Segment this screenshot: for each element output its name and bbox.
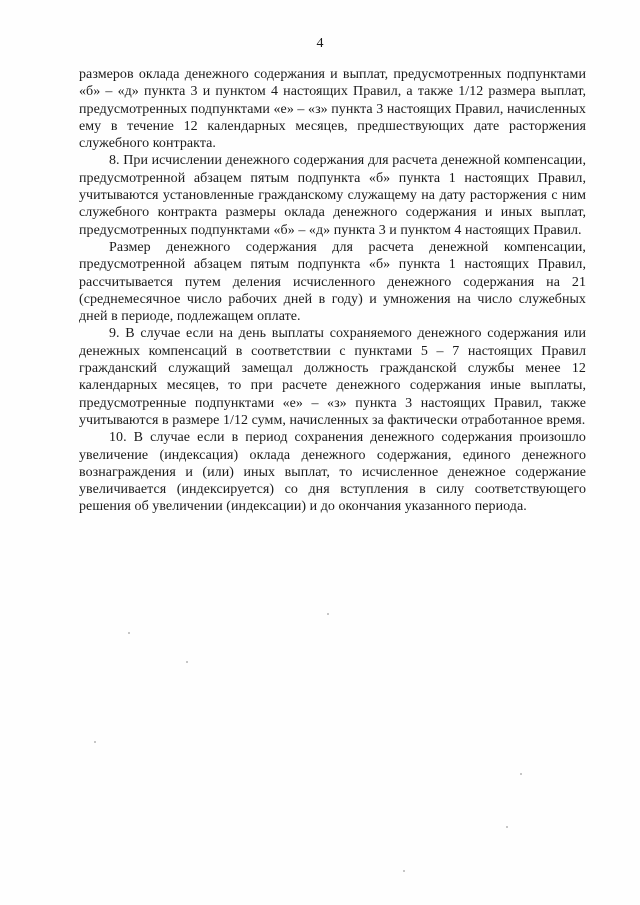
scan-speck xyxy=(506,826,508,828)
scan-speck xyxy=(186,661,188,663)
scan-speck xyxy=(94,741,96,743)
paragraph-item-9: 9. В случае если на день выплаты сохраняемого денежного содержания или денежных компенсаций в соответствии с пунктами 5 – 7 настоящих Правил гражданский служащий замещал должность гражданской службы менее 12 календарных месяцев, то при расчете денежного содержания иные выплаты, предусмотренные подпунктами «е» – «з» пункта 3 настоящих Правил, также учитываются в размере 1/12 сумм, начисленных за фактически отработанное время. xyxy=(79,326,586,428)
scan-speck xyxy=(403,870,405,872)
paragraph-compensation-size: Размер денежного содержания для расчета денежной компенсации, предусмотренной абзацем пятым подпункта «б» пункта 1 настоящих Правил, рассчитывается путем деления исчисленного денежного содержания на 21 (среднемесячное число рабочих дней в году) и умножения на число служебных дней в периоде, подлежащем оплате. xyxy=(79,239,586,325)
paragraph-item-10: 10. В случае если в период сохранения денежного содержания произошло увеличение (индексация) оклада денежного содержания, единого денежного вознаграждения и (или) иных выплат, то исчисленное денежное содержание увеличивается (индексируется) со дня вступления в силу соответствующего решения об увеличении (индексации) и до окончания указанного периода. xyxy=(79,430,586,515)
scan-speck xyxy=(520,773,522,775)
page-number: 4 xyxy=(316,36,324,51)
scan-speck xyxy=(327,613,329,615)
document-body xyxy=(79,66,586,516)
paragraph-item-8: 8. При исчислении денежного содержания для расчета денежной компенсации, предусмотренной абзацем пятым подпункта «б» пункта 1 настоящих Правил, учитываются установленные гражданскому служащему на дату расторжения с ним служебного контракта размеры оклада денежного содержания и иных выплат, предусмотренных подпунктами «б» – «д» пункта 3 и пунктом 4 настоящих Правил. xyxy=(79,153,586,238)
paragraph-continuation: размеров оклада денежного содержания и выплат, предусмотренных подпунктами «б» – «д» пункта 3 и пунктом 4 настоящих Правил, а также 1/12 размера выплат, предусмотренных подпунктами «е» – «з» пункта 3 настоящих Правил, начисленных ему в течение 12 календарных месяцев, предшествующих дате расторжения служебного контракта. xyxy=(79,67,586,152)
scan-speck xyxy=(128,632,130,634)
